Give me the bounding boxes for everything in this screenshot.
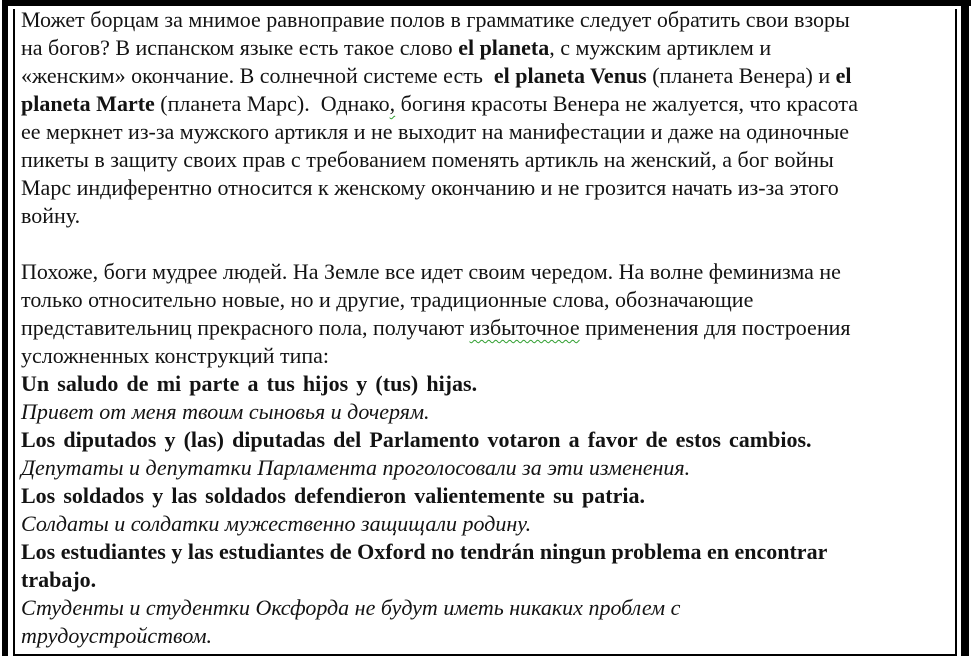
page-border-left-inner-line <box>13 9 15 656</box>
text-segment: el planeta <box>458 35 550 60</box>
text-line <box>21 202 948 230</box>
grammar-squiggle-text: избыточное <box>469 315 580 340</box>
text-line <box>21 286 948 314</box>
text-line <box>21 174 948 202</box>
text-segment: Солдаты и солдатки мужественно защищали родину. <box>21 511 532 536</box>
text-segment: Марс индиферентно относится к женскому окончанию и не грозится начать из-за этого <box>21 175 839 200</box>
text-line <box>21 566 948 594</box>
text-segment: только относительно новые, но и другие, традиционные слова, обозначающие <box>21 287 754 312</box>
text-segment: Los soldados y las soldados defendieron valientemente su patria. <box>21 483 645 508</box>
page-border-left <box>2 0 8 656</box>
text-segment: Может борцам за мнимое равноправие полов в грамматике следует обратить свои взоры <box>21 7 850 32</box>
text-segment: войну. <box>21 203 81 228</box>
text-segment: Un saludo de mi parte a tus hijos y (tus) hijas. <box>21 371 478 396</box>
text-segment: Привет от меня твоим сыновья и дочерям. <box>21 399 430 424</box>
text-segment: Депутаты и депутатки Парламента проголосовали за эти изменения. <box>21 455 691 480</box>
paragraph <box>21 6 948 230</box>
text-line <box>21 482 948 510</box>
text-line <box>21 622 948 650</box>
page-border-right <box>961 0 969 656</box>
text-segment: (планета Венера) и <box>646 63 836 88</box>
text-line <box>21 258 948 286</box>
text-segment: Похоже, боги мудрее людей. На Земле все идет своим чередом. На волне феминизма не <box>21 259 841 284</box>
grammar-squiggle-text: , <box>389 91 396 116</box>
text-segment: planeta Marte <box>21 91 155 116</box>
text-line <box>21 594 948 622</box>
text-line <box>21 510 948 538</box>
text-segment: ее меркнет из-за мужского артикля и не выходит на манифестации и даже на одиночные <box>21 119 850 144</box>
text-line <box>21 454 948 482</box>
text-segment: «женским» окончание. В солнечной системе есть <box>21 63 494 88</box>
text-segment: trabajo. <box>21 567 97 592</box>
text-segment: Los estudiantes y las estudiantes de Oxford no tendrán ningun problema en encontrar <box>21 539 828 564</box>
text-segment: Студенты и студентки Оксфорда не будут иметь никаких проблем с <box>21 595 681 620</box>
page-border-right-inner-line <box>955 9 957 656</box>
text-segment: , с мужским артиклем и <box>549 35 772 60</box>
text-segment: el <box>835 63 852 88</box>
text-line <box>21 342 948 370</box>
text-segment: Los diputados y (las) diputadas del Parlamento votaron a favor de estos cambios. <box>21 427 812 452</box>
paragraph <box>21 370 948 650</box>
text-line <box>21 426 948 454</box>
text-segment: трудоустройством. <box>21 623 213 648</box>
text-line <box>21 314 948 342</box>
text-segment: богиня красоты Венера не жалуется, что красота <box>395 91 858 116</box>
text-line <box>21 62 948 90</box>
text-line <box>21 6 948 34</box>
text-line <box>21 34 948 62</box>
text-line <box>21 398 948 426</box>
text-line <box>21 538 948 566</box>
text-line <box>21 370 948 398</box>
text-segment: усложненных конструкций типа: <box>21 343 330 368</box>
paragraph <box>21 258 948 370</box>
text-segment: el planeta Venus <box>493 63 647 88</box>
text-segment: пикеты в защиту своих прав с требованием поменять артикль на женский, а бог войны <box>21 147 834 172</box>
paragraph-spacer <box>21 230 948 258</box>
document-text-area <box>21 0 948 650</box>
text-line <box>21 118 948 146</box>
text-segment: представительниц прекрасного пола, получают <box>21 315 470 340</box>
text-line <box>21 146 948 174</box>
text-line <box>21 90 948 118</box>
text-segment: применения для построения <box>579 315 851 340</box>
text-segment: на богов? В испанском языке есть такое слово <box>21 35 459 60</box>
text-segment: (планета Марс). Однако <box>154 91 390 116</box>
